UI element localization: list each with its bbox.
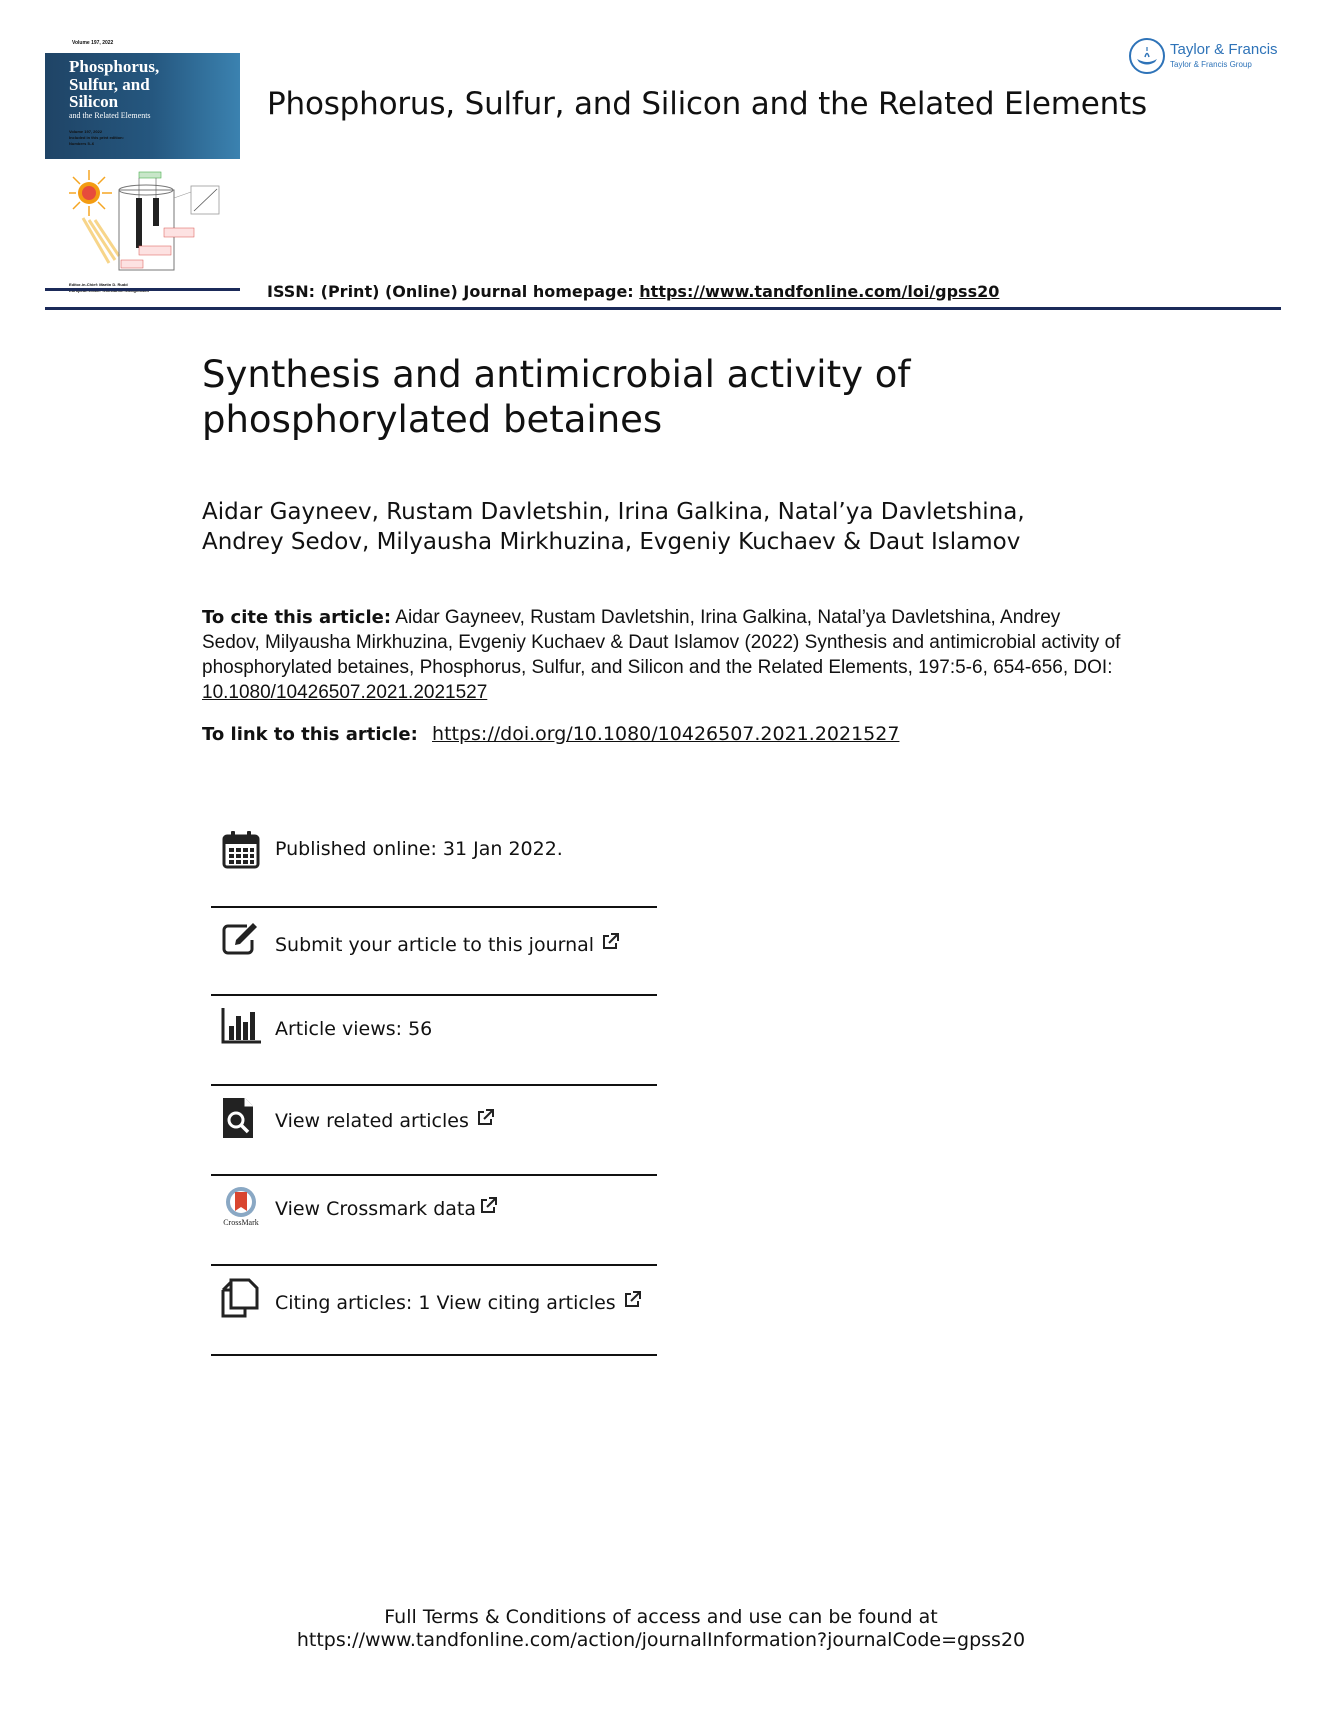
footer-terms-link[interactable]: https://www.tandfonline.com/action/journalInformation?journalCode=gpss20	[296, 1629, 1026, 1651]
footer	[0, 1606, 1322, 1652]
crossmark-row[interactable]	[211, 1176, 657, 1266]
publisher-logo[interactable]	[1128, 37, 1288, 77]
article-authors	[202, 497, 1102, 557]
cite-text: Aidar Gayneev, Rustam Davletshin, Irina Galkina, Natal’ya Davletshina, Andrey Sedov, Milyausha Mirkhuzina, Evgeniy Kuchaev & Daut Islamov (2022) Synthesis and antimicrobial activity of phosphorylated betaines, Phosphorus, Sulfur, and Silicon and the Related Elements, 197:5-6, 654-656, DOI:	[202, 607, 1121, 678]
external-link-icon	[622, 1290, 642, 1310]
published-row	[211, 818, 657, 908]
crossmark-logo-text: CrossMark	[223, 1218, 259, 1226]
article-title	[202, 352, 1102, 442]
document-search-icon	[221, 1098, 261, 1138]
related-label: View related articles	[275, 1110, 469, 1132]
cite-label: To cite this article:	[202, 607, 392, 628]
publisher-lamp-icon	[1128, 37, 1166, 75]
cover-edition-line2: Included in this print edition:	[69, 135, 124, 140]
crossmark-label: View Crossmark data	[275, 1198, 477, 1220]
footer-line1: Full Terms & Conditions of access and use can be found at	[384, 1606, 938, 1628]
authors-line1: Aidar Gayneev, Rustam Davletshin, Irina Galkina, Natal’ya Davletshina,	[202, 499, 1025, 525]
citing-label: Citing articles: 1 View citing articles	[275, 1292, 616, 1314]
authors-line2: Andrey Sedov, Milyausha Mirkhuzina, Evgeniy Kuchaev & Daut Islamov	[202, 529, 1021, 555]
documents-icon	[221, 1278, 261, 1318]
published-date: Published online: 31 Jan 2022.	[275, 838, 563, 860]
edit-icon	[221, 918, 261, 958]
article-title-line1: Synthesis and antimicrobial activity of	[202, 353, 911, 396]
journal-title: Phosphorus, Sulfur, and Silicon and the Related Elements	[267, 86, 1147, 122]
external-link-icon	[475, 1108, 495, 1128]
submit-row[interactable]	[211, 908, 657, 996]
crossmark-icon	[221, 1186, 261, 1226]
publisher-group: Taylor & Francis Group	[1170, 60, 1252, 69]
cover-title-line4: and the Related Elements	[69, 111, 151, 120]
article-doi-link[interactable]: https://doi.org/10.1080/10426507.2021.2021527	[432, 723, 900, 745]
cover-title-line1: Phosphorus,	[69, 57, 160, 76]
external-link-icon	[478, 1196, 498, 1216]
external-link-icon	[600, 932, 620, 952]
cover-edition-line3: Numbers 5–6	[69, 141, 95, 146]
issn-line	[267, 282, 999, 301]
bar-chart-icon	[221, 1006, 261, 1046]
cover-title-line2: Sulfur, and	[69, 75, 150, 94]
submit-article-link[interactable]	[275, 932, 620, 956]
cover-title-line3: Silicon	[69, 92, 119, 111]
cover-illustration	[69, 168, 240, 278]
journal-cover	[45, 36, 240, 300]
cite-doi-link[interactable]: 10.1080/10426507.2021.2021527	[202, 682, 488, 703]
journal-homepage-link[interactable]: https://www.tandfonline.com/loi/gpss20	[639, 282, 1000, 301]
related-row[interactable]	[211, 1086, 657, 1176]
cover-editor-line1: Editor-in-Chief: Martin D. Rudd	[69, 282, 128, 287]
issn-label: ISSN: (Print) (Online) Journal homepage:	[267, 282, 640, 301]
publisher-name: Taylor & Francis	[1170, 41, 1278, 58]
cover-edition-line1: Volume 197, 2022	[69, 129, 103, 134]
citation-block	[202, 605, 1122, 705]
calendar-icon	[221, 830, 261, 870]
article-views: Article views: 56	[275, 1018, 433, 1040]
cover-bottom-rule	[45, 288, 240, 291]
link-label: To link to this article:	[202, 724, 425, 745]
view-crossmark-link[interactable]	[275, 1196, 498, 1220]
view-related-link[interactable]	[275, 1108, 495, 1132]
header-rule	[45, 307, 1281, 310]
article-title-line2: phosphorylated betaines	[202, 398, 663, 441]
cover-volume: Volume 197, 2022	[72, 40, 114, 46]
submit-label: Submit your article to this journal	[275, 934, 595, 956]
citing-row[interactable]	[211, 1266, 657, 1356]
citing-articles-link[interactable]	[275, 1290, 642, 1314]
article-link-line	[202, 723, 899, 745]
views-row	[211, 996, 657, 1086]
